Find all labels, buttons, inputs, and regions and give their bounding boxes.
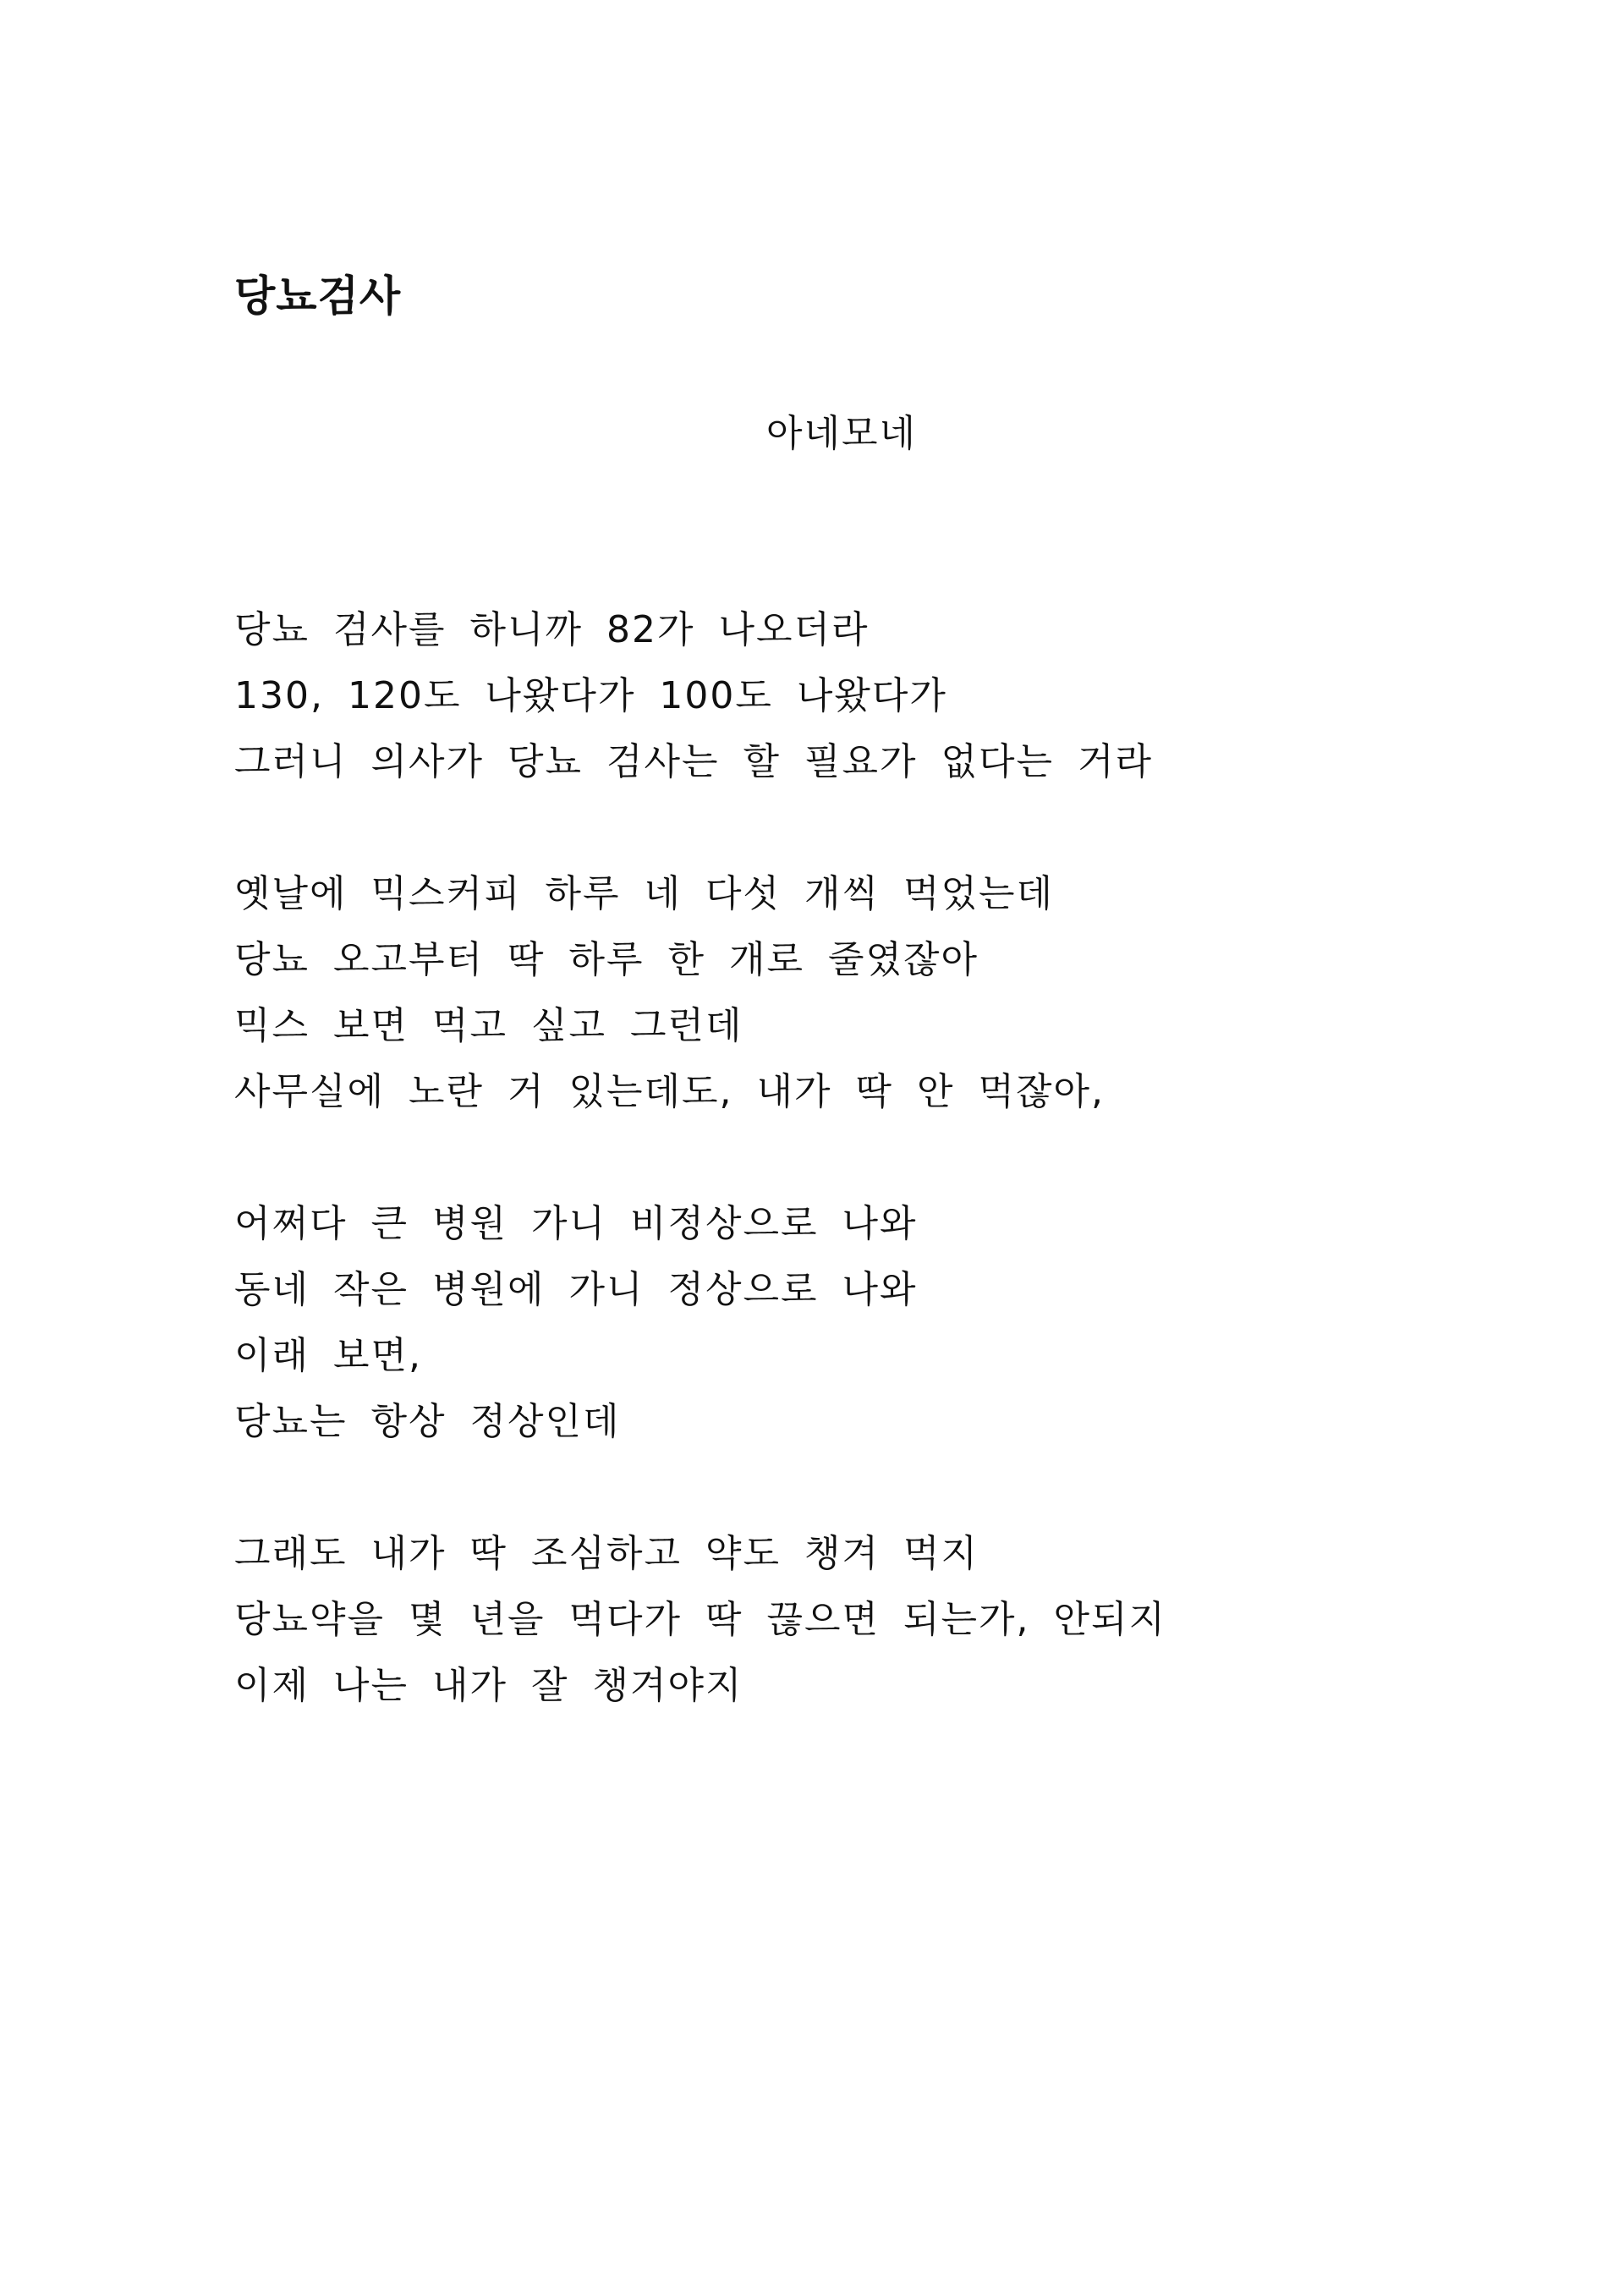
stanza-1 [234, 597, 1503, 795]
poem-author: 아네모네 [766, 412, 918, 455]
poem-line: 이제 나는 내가 잘 챙겨야지 [234, 1664, 743, 1707]
poem-line: 130, 120도 나왔다가 100도 나왔다가 [234, 674, 947, 717]
poem-line: 당뇨약을 몇 년을 먹다가 딱 끊으면 되는가, 안되지 [234, 1598, 1166, 1641]
poem-line: 이래 보면, [234, 1334, 422, 1377]
poem-line: 당뇨는 항상 정상인데 [234, 1400, 621, 1443]
poem-title: 당뇨검사 [234, 272, 402, 321]
poem-body [234, 597, 1503, 1785]
poem-line: 그래도 내가 딱 조심하고 약도 챙겨 먹지 [234, 1532, 979, 1575]
poem-line: 당뇨 오고부터 딱 하루 한 개로 줄였잖아 [234, 938, 979, 981]
stanza-3 [234, 1191, 1503, 1455]
poem-line: 동네 작은 병원에 가니 정상으로 나와 [234, 1268, 918, 1311]
poem-line: 어쩌다 큰 병원 가니 비정상으로 나와 [234, 1202, 918, 1245]
poem-line: 믹스 보면 먹고 싶고 그런데 [234, 1004, 743, 1047]
poem-line: 당뇨 검사를 하니까 82가 나오더라 [234, 608, 870, 651]
stanza-2 [234, 861, 1503, 1125]
stanza-4 [234, 1521, 1503, 1719]
poem-line: 사무실에 노란 거 있는데도, 내가 딱 안 먹잖아, [234, 1070, 1105, 1113]
poem-line: 그러니 의사가 당뇨 검사는 할 필요가 없다는 거라 [234, 740, 1153, 783]
poem-line: 옛날에 믹스커피 하루 네 다섯 개씩 먹었는데 [234, 872, 1054, 915]
